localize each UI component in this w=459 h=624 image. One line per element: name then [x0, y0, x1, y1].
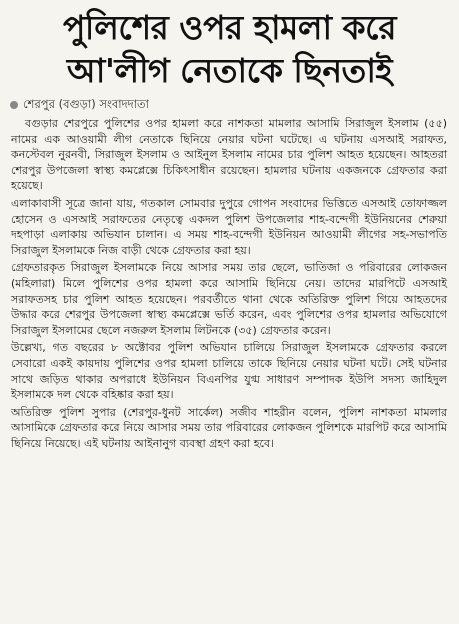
headline-line-2: আ'লীগ নেতাকে ছিনতাই [66, 51, 393, 90]
paragraph-5: অতিরিক্ত পুলিশ সুপার (শেরপুর-ধুনট সার্কেল) সজীব শাহরীন বলেন, পুলিশ নাশকতা মামলার আসামিকে গ্রেফতার করে নিয়ে আসার সময় তার পরিবারের লোকজন পুলিশকে মারপিট করে আসামি ছিনিয়ে নিয়েছে। এই ঘটনায় আইনানুগ ব্যবস্থা গ্রহণ করা হবে। [11, 405, 447, 450]
byline-text: শেরপুর (বগুড়া) সংবাদদাতা [23, 96, 150, 111]
paragraph-3: গ্রেফতারকৃত সিরাজুল ইসলামকে নিয়ে আসার সময় তার ছেলে, ভাতিজা ও পরিবারের লোকজন (মহিলারা) মিলে পুলিশের ওপর হামলা করে আসামি ছিনিয়ে নেয়। তাদের মারপিটে এসআই সরাফতসহ চার পুলিশ আহত হয়েছেন। পরবর্তীতে থানা থেকে অতিরিক্ত পুলিশ গিয়ে আহতদের উদ্ধার করে শেরপুর উপজেলা স্বাস্থ্য কমপ্লেক্সে ভর্তি করেন, এবং পুলিশের ওপর হামলার অভিযোগে সিরাজুল ইসলামের ছেলে নজরুল ইসলাম লিটনকে (৩৫) গ্রেফতার করেন। [11, 261, 447, 337]
byline [10, 96, 459, 114]
headline [0, 0, 459, 92]
paragraph-1: বগুড়ার শেরপুরে পুলিশের ওপর হামলা করে নাশকতা মামলার আসামি সিরাজুল ইসলাম (৫৫) নামের এক আওয়ামী লীগ নেতাকে ছিনিয়ে নেয়ার ঘটনা ঘটেছে। এ ঘটনায় এসআই সরাফত, কনস্টেবল নুরনবী, সিরাজুল ইসলাম ও আইনুল ইসলাম নামের চার পুলিশ আহত হয়েছেন। আহতরা শেরপুর উপজেলা স্বাস্থ্য কমপ্লেক্সে চিকিৎসাধীন রয়েছেন। হামলার ঘটনায় একজনকে গ্রেফতার করা হয়েছে। [11, 117, 447, 193]
paragraph-2: এলাকাবাসী সূত্রে জানা যায়, গতকাল সোমবার দুপুরে গোপন সংবাদের ভিত্তিতে এসআই তোফাজ্জল হোসেন ও এসআই সরাফতের নেতৃত্বে একদল পুলিশ উপজেলার শাহ-বন্দেগী ইউনিয়নের শেরুয়া দহপাড়া এলাকায় অভিযান চালান। এ সময় শাহ-বন্দেগী ইউনিয়ন আওয়ামী লীগের সহ-সভাপতি সিরাজুল ইসলামকে নিজ বাড়ী থেকে গ্রেফতার করা হয়। [11, 196, 447, 257]
bullet-icon [10, 101, 18, 109]
headline-line-1: পুলিশের ওপর হামলা করে [62, 8, 397, 47]
article-body [0, 114, 459, 451]
paragraph-4: উল্লেখ্য, গত বছরের ৮ অক্টোবর পুলিশ অভিযান চালিয়ে সিরাজুল ইসলামকে গ্রেফতার করলে সেবারো একই কায়দায় পুলিশের ওপর হামলা চালিয়ে তাকে ছিনিয়ে নেয়ার ঘটনা ঘটে। সেই ঘটনার সাথে জড়িত থাকার অপরাধে ইউনিয়ন বিএনপির যুগ্ম সাধারণ সম্পাদক ইউপি সদস্য জাহিদুল ইসলামকে দল থেকে বহিষ্কার করা হয়। [11, 341, 447, 402]
